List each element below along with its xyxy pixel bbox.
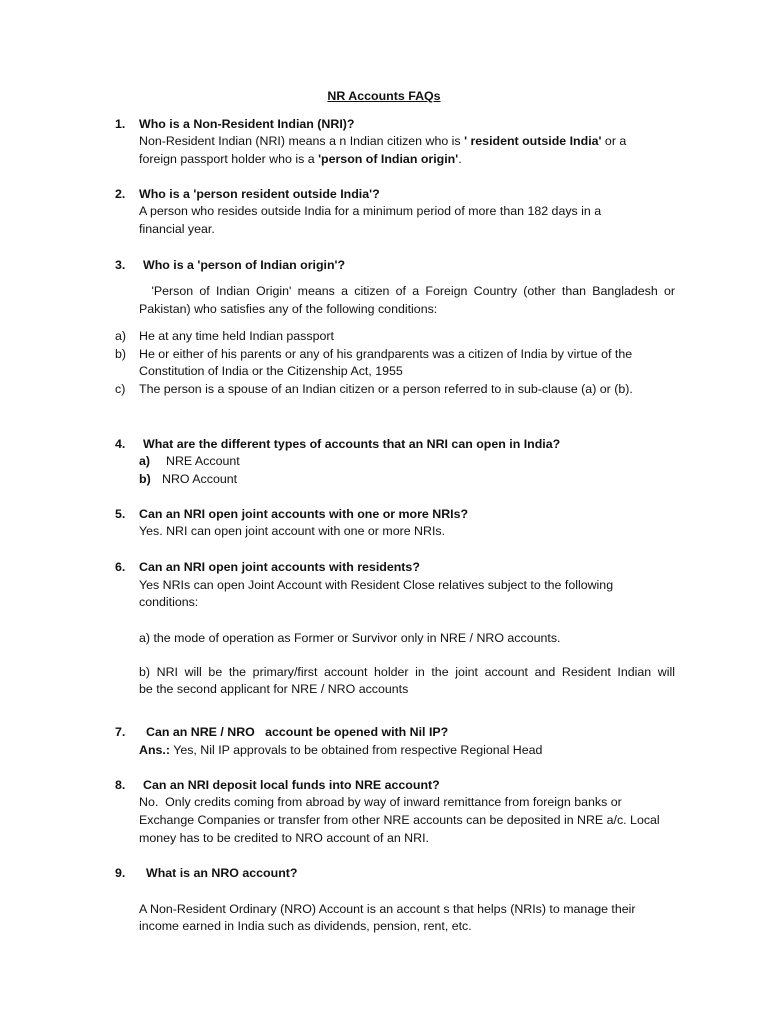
faq-2-answer-line-2: financial year. [139, 222, 215, 236]
faq-5-number: 5. [115, 507, 126, 521]
faq-6-point-b-line-2: be the second applicant for NRE / NRO accounts [139, 682, 409, 696]
faq-2-number: 2. [115, 187, 126, 201]
faq-5-answer: Yes. NRI can open joint account with one or more NRIs. [139, 524, 446, 538]
faq-1-number: 1. [115, 117, 126, 131]
faq-5-question: Can an NRI open joint accounts with one or more NRIs? [139, 507, 469, 521]
condition-b-text-line-2: Constitution of India or the Citizenship Act, 1955 [139, 364, 403, 378]
faq-8-question: Can an NRI deposit local funds into NRE account? [143, 778, 440, 792]
faq-2-question: Who is a 'person resident outside India'? [139, 187, 380, 201]
faq-2-answer-line-1: A person who resides outside India for a minimum period of more than 182 days in a [139, 204, 602, 218]
faq-1-question: Who is a Non-Resident Indian (NRI)? [139, 117, 355, 131]
faq-6-number: 6. [115, 560, 126, 574]
condition-c-text: The person is a spouse of an Indian citizen or a person referred to in sub-clause (a) or (b). [139, 382, 633, 396]
condition-b-label: b) [115, 347, 127, 361]
faq-4-question: What are the different types of accounts that an NRI can open in India? [143, 437, 561, 451]
faq-9-answer-line-1: A Non-Resident Ordinary (NRO) Account is an account s that helps (NRIs) to manage their [139, 902, 636, 916]
page-title: NR Accounts FAQs [327, 89, 441, 103]
faq-7-number: 7. [115, 725, 126, 739]
option-a-label: a) [139, 454, 151, 468]
faq-1-answer-line-1: Non-Resident Indian (NRI) means a n Indian citizen who is ' resident outside India' or a [139, 134, 627, 148]
option-b-text: NRO Account [162, 472, 238, 486]
faq-9-number: 9. [115, 866, 126, 880]
faq-7-answer: Ans.: Yes, Nil IP approvals to be obtained from respective Regional Head [139, 743, 543, 757]
faq-7-question: Can an NRE / NRO account be opened with Nil IP? [146, 725, 449, 739]
faq-6-answer-line-1: Yes NRIs can open Joint Account with Resident Close relatives subject to the following [139, 578, 614, 592]
faq-6-point-b-line-1: b) NRI will be the primary/first account holder in the joint account and Resident Indian will [139, 665, 675, 679]
condition-b-text-line-1: He or either of his parents or any of his grandparents was a citizen of India by virtue of the [139, 347, 633, 361]
option-b-label: b) [139, 472, 151, 486]
faq-3-question: Who is a 'person of Indian origin'? [143, 258, 346, 272]
faq-3-number: 3. [115, 258, 126, 272]
option-a-text: NRE Account [166, 454, 240, 468]
condition-a-label: a) [115, 329, 127, 343]
condition-c-label: c) [115, 382, 126, 396]
faq-3-answer-line-1: 'Person of Indian Origin' means a citizen of a Foreign Country (other than Bangladesh or [151, 284, 675, 298]
faq-1-answer-line-2: foreign passport holder who is a 'person of Indian origin'. [139, 152, 462, 166]
faq-8-number: 8. [115, 778, 126, 792]
faq-6-answer-line-2: conditions: [139, 595, 199, 609]
faq-8-answer-line-3: money has to be credited to NRO account of an NRI. [139, 831, 429, 845]
faq-9-answer-line-2: income earned in India such as dividends, pension, rent, etc. [139, 919, 472, 933]
faq-8-answer-line-1: No. Only credits coming from abroad by way of inward remittance from foreign banks or [139, 795, 622, 809]
faq-6-point-a: a) the mode of operation as Former or Survivor only in NRE / NRO accounts. [139, 631, 561, 645]
faq-4-number: 4. [115, 437, 126, 451]
faq-6-question: Can an NRI open joint accounts with residents? [139, 560, 420, 574]
condition-a-text: He at any time held Indian passport [139, 329, 334, 343]
faq-8-answer-line-2: Exchange Companies or transfer from other NRE accounts can be deposited in NRE a/c. Local [139, 813, 660, 827]
faq-9-question: What is an NRO account? [146, 866, 298, 880]
faq-3-answer-line-2: Pakistan) who satisfies any of the following conditions: [139, 302, 438, 316]
